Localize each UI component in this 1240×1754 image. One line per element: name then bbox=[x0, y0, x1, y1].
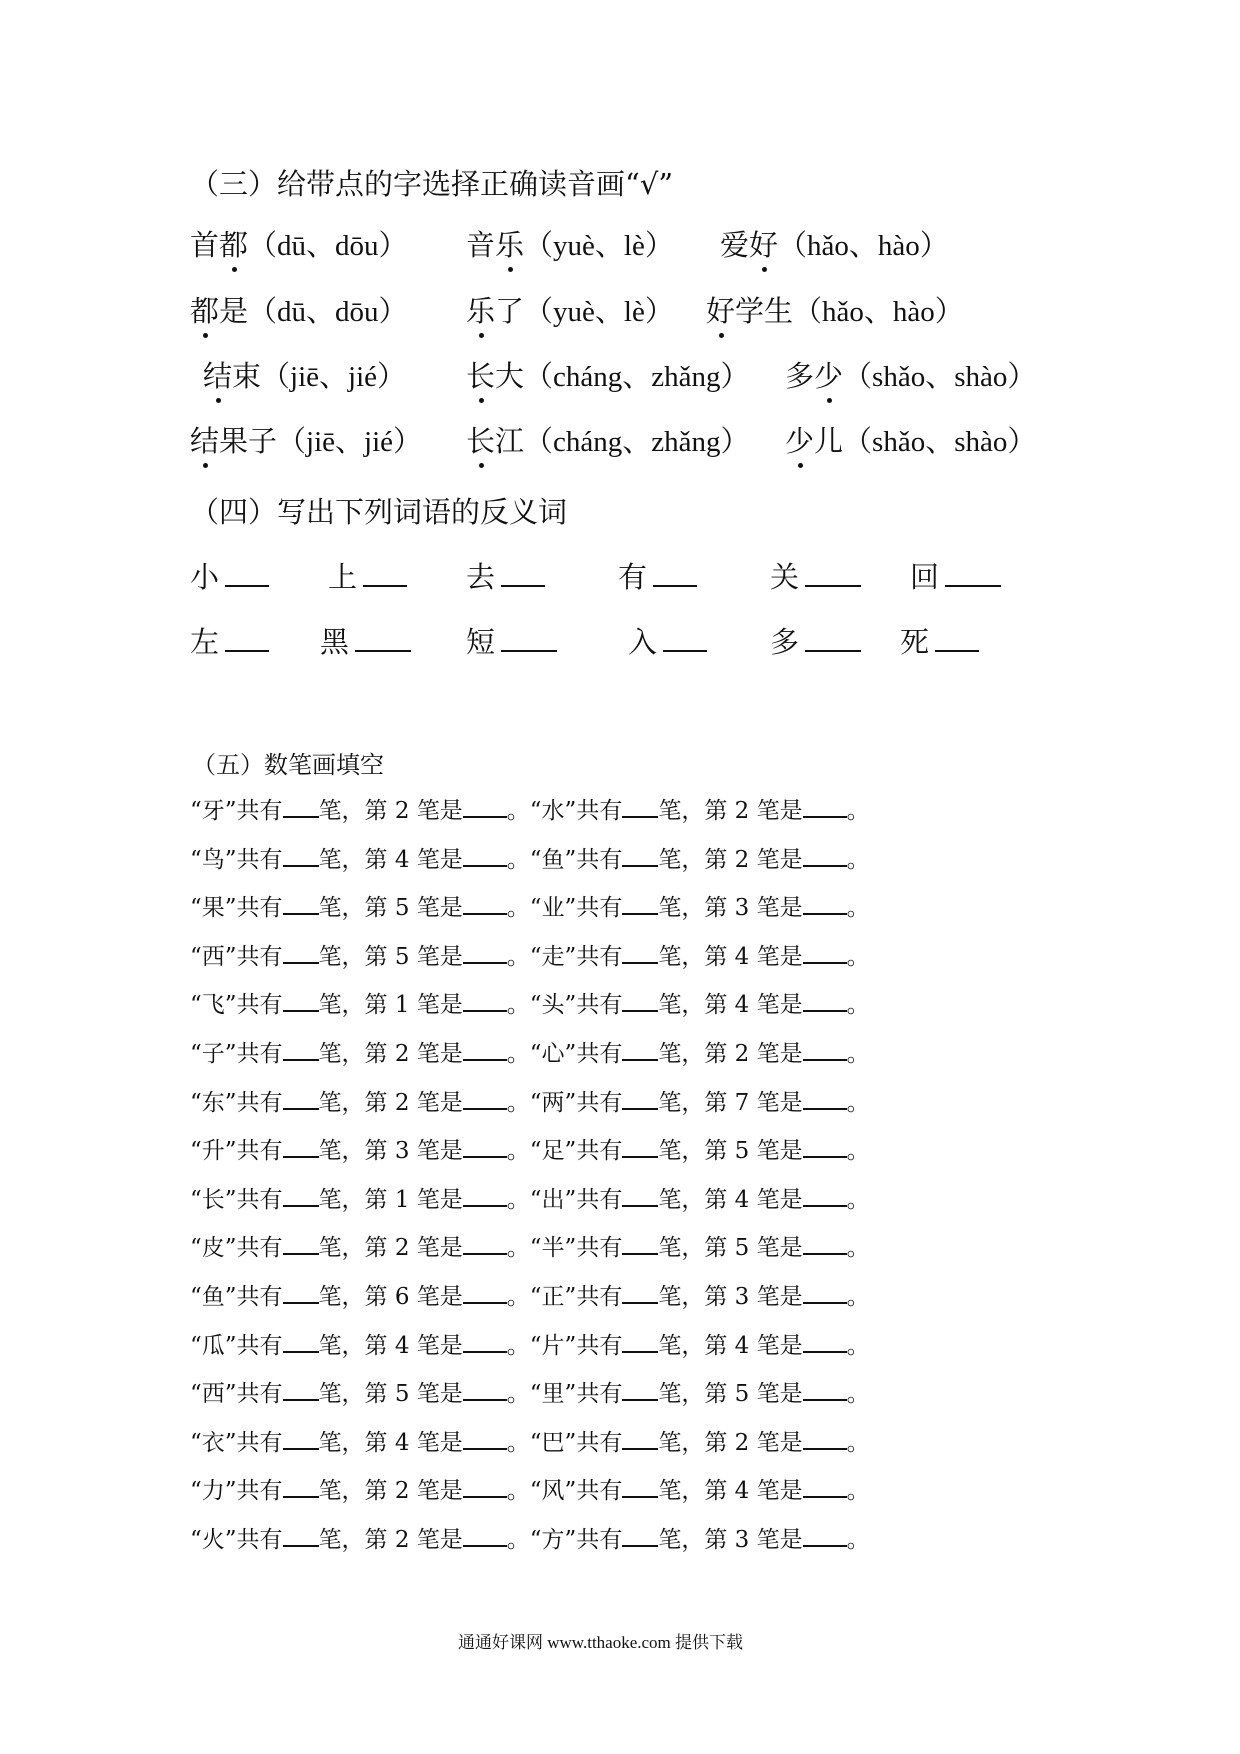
answer-blank[interactable] bbox=[803, 1348, 847, 1353]
answer-blank[interactable] bbox=[463, 1202, 507, 1207]
stroke-question-row bbox=[190, 938, 870, 971]
stroke-order-label: 第 1 笔是 bbox=[364, 1187, 463, 1213]
pinyin-options: （yuè、lè） bbox=[524, 230, 674, 262]
word-suffix: 江 bbox=[495, 424, 525, 458]
answer-blank[interactable] bbox=[355, 646, 411, 652]
stroke-unit: 笔， bbox=[658, 1478, 705, 1504]
pinyin-item bbox=[466, 354, 750, 395]
stroke-question-row bbox=[190, 1229, 870, 1262]
answer-blank[interactable] bbox=[622, 1493, 658, 1498]
stroke-unit: 笔， bbox=[318, 1041, 365, 1067]
dotted-character: 长 bbox=[466, 419, 495, 460]
sentence-end: 。 bbox=[506, 1478, 530, 1504]
sentence-end: 。 bbox=[506, 798, 530, 824]
section5-title: （五）数笔画填空 bbox=[192, 751, 384, 779]
character-label: “两”共有 bbox=[529, 1090, 623, 1116]
stroke-order-label: 第 5 笔是 bbox=[364, 944, 463, 970]
stroke-unit: 笔， bbox=[318, 1333, 365, 1359]
word-prefix: 首 bbox=[190, 228, 220, 262]
stroke-order-label: 第 5 笔是 bbox=[704, 1381, 803, 1407]
answer-blank[interactable] bbox=[622, 1445, 658, 1450]
stroke-order-label: 第 4 笔是 bbox=[704, 992, 803, 1018]
word-suffix: 束 bbox=[232, 359, 262, 393]
answer-blank[interactable] bbox=[803, 1056, 847, 1061]
stroke-unit: 笔， bbox=[658, 1090, 705, 1116]
sentence-end: 。 bbox=[506, 1041, 530, 1067]
stroke-unit: 笔， bbox=[318, 1235, 365, 1261]
sentence-end: 。 bbox=[506, 1333, 530, 1359]
answer-blank[interactable] bbox=[622, 1299, 658, 1304]
word-prefix: 音 bbox=[466, 228, 496, 262]
answer-blank[interactable] bbox=[501, 646, 557, 652]
answer-blank[interactable] bbox=[463, 959, 507, 964]
sentence-end: 。 bbox=[846, 1041, 870, 1067]
stroke-order-label: 第 2 笔是 bbox=[704, 847, 803, 873]
antonym-item bbox=[190, 555, 269, 596]
stroke-order-label: 第 3 笔是 bbox=[704, 1527, 803, 1553]
character-label: “半”共有 bbox=[529, 1235, 623, 1261]
section3-title: （三）给带点的字选择正确读音画“√” bbox=[190, 167, 674, 201]
sentence-end: 。 bbox=[506, 1527, 530, 1553]
stroke-order-label: 第 4 笔是 bbox=[704, 1478, 803, 1504]
stroke-unit: 笔， bbox=[658, 847, 705, 873]
character-label: “西”共有 bbox=[190, 944, 283, 970]
stroke-unit: 笔， bbox=[658, 895, 705, 921]
answer-blank[interactable] bbox=[622, 1202, 658, 1207]
stroke-unit: 笔， bbox=[658, 798, 705, 824]
sentence-end: 。 bbox=[506, 895, 530, 921]
stroke-question-row bbox=[190, 1521, 870, 1554]
character-label: “瓜”共有 bbox=[190, 1333, 283, 1359]
answer-blank[interactable] bbox=[622, 813, 658, 818]
section4-title: （四）写出下列词语的反义词 bbox=[190, 495, 568, 529]
character-label: “升”共有 bbox=[190, 1138, 283, 1164]
answer-blank[interactable] bbox=[803, 1542, 847, 1547]
sentence-end: 。 bbox=[846, 1478, 870, 1504]
stroke-question-row bbox=[190, 1375, 870, 1408]
sentence-end: 。 bbox=[506, 1381, 530, 1407]
dotted-character: 结 bbox=[190, 419, 219, 460]
character-label: “果”共有 bbox=[190, 895, 283, 921]
antonym-word: 去 bbox=[466, 560, 496, 594]
stroke-question-row bbox=[190, 889, 870, 922]
stroke-unit: 笔， bbox=[658, 1041, 705, 1067]
stroke-order-label: 第 4 笔是 bbox=[364, 1430, 463, 1456]
character-label: “东”共有 bbox=[190, 1090, 283, 1116]
stroke-question-row bbox=[190, 1278, 870, 1311]
pinyin-item bbox=[190, 289, 408, 330]
stroke-unit: 笔， bbox=[318, 992, 365, 1018]
answer-blank[interactable] bbox=[803, 862, 847, 867]
answer-blank[interactable] bbox=[803, 1105, 847, 1110]
sentence-end: 。 bbox=[506, 1430, 530, 1456]
answer-blank[interactable] bbox=[283, 1396, 319, 1401]
answer-blank[interactable] bbox=[463, 1445, 507, 1450]
character-label: “片”共有 bbox=[529, 1333, 623, 1359]
pinyin-item bbox=[785, 419, 1036, 460]
dotted-character: 乐 bbox=[466, 289, 495, 330]
word-suffix: 果子 bbox=[219, 424, 278, 458]
answer-blank[interactable] bbox=[463, 813, 507, 818]
sentence-end: 。 bbox=[506, 1235, 530, 1261]
stroke-question-row bbox=[190, 792, 870, 825]
stroke-unit: 笔， bbox=[658, 1235, 705, 1261]
pinyin-options: （dū、dōu） bbox=[248, 230, 408, 262]
sentence-end: 。 bbox=[846, 944, 870, 970]
stroke-question-row bbox=[190, 841, 870, 874]
sentence-end: 。 bbox=[846, 1187, 870, 1213]
stroke-unit: 笔， bbox=[318, 1138, 365, 1164]
stroke-order-label: 第 2 笔是 bbox=[364, 1478, 463, 1504]
answer-blank[interactable] bbox=[283, 1105, 319, 1110]
answer-blank[interactable] bbox=[622, 1348, 658, 1353]
character-label: “力”共有 bbox=[190, 1478, 283, 1504]
sentence-end: 。 bbox=[846, 1235, 870, 1261]
answer-blank[interactable] bbox=[283, 862, 319, 867]
sentence-end: 。 bbox=[846, 1381, 870, 1407]
stroke-unit: 笔， bbox=[658, 1527, 705, 1553]
answer-blank[interactable] bbox=[622, 959, 658, 964]
antonym-word: 关 bbox=[770, 560, 800, 594]
dotted-character: 结 bbox=[203, 354, 232, 395]
antonym-word: 入 bbox=[628, 625, 658, 659]
stroke-question-row bbox=[190, 986, 870, 1019]
dotted-character: 少 bbox=[785, 419, 814, 460]
stroke-order-label: 第 4 笔是 bbox=[704, 1333, 803, 1359]
antonym-item bbox=[466, 620, 557, 661]
answer-blank[interactable] bbox=[803, 910, 847, 915]
stroke-order-label: 第 3 笔是 bbox=[364, 1138, 463, 1164]
stroke-order-label: 第 3 笔是 bbox=[704, 1284, 803, 1310]
antonym-word: 上 bbox=[328, 560, 358, 594]
stroke-order-label: 第 2 笔是 bbox=[364, 1041, 463, 1067]
stroke-order-label: 第 4 笔是 bbox=[364, 847, 463, 873]
stroke-question-row bbox=[190, 1327, 870, 1360]
pinyin-item bbox=[785, 354, 1036, 395]
sentence-end: 。 bbox=[506, 1187, 530, 1213]
pinyin-options: （cháng、zhǎng） bbox=[524, 426, 750, 458]
dotted-character: 都 bbox=[190, 289, 219, 330]
word-prefix: 多 bbox=[785, 359, 815, 393]
sentence-end: 。 bbox=[846, 1090, 870, 1116]
sentence-end: 。 bbox=[846, 992, 870, 1018]
stroke-unit: 笔， bbox=[318, 1430, 365, 1456]
pinyin-item bbox=[190, 419, 422, 460]
character-label: “心”共有 bbox=[529, 1041, 623, 1067]
answer-blank[interactable] bbox=[463, 1007, 507, 1012]
antonym-item bbox=[190, 620, 269, 661]
character-label: “飞”共有 bbox=[190, 992, 283, 1018]
stroke-order-label: 第 4 笔是 bbox=[704, 1187, 803, 1213]
stroke-question-row bbox=[190, 1132, 870, 1165]
stroke-unit: 笔， bbox=[318, 944, 365, 970]
stroke-unit: 笔， bbox=[318, 1527, 365, 1553]
antonym-word: 多 bbox=[770, 625, 800, 659]
answer-blank[interactable] bbox=[803, 1202, 847, 1207]
answer-blank[interactable] bbox=[463, 1250, 507, 1255]
sentence-end: 。 bbox=[506, 992, 530, 1018]
answer-blank[interactable] bbox=[225, 581, 269, 587]
answer-blank[interactable] bbox=[283, 1007, 319, 1012]
sentence-end: 。 bbox=[846, 847, 870, 873]
antonym-item bbox=[618, 555, 697, 596]
answer-blank[interactable] bbox=[283, 1445, 319, 1450]
stroke-unit: 笔， bbox=[318, 895, 365, 921]
pinyin-item bbox=[706, 289, 964, 330]
stroke-unit: 笔， bbox=[658, 1333, 705, 1359]
answer-blank[interactable] bbox=[803, 1250, 847, 1255]
antonym-word: 回 bbox=[910, 560, 940, 594]
antonym-item bbox=[628, 620, 707, 661]
character-label: “火”共有 bbox=[190, 1527, 283, 1553]
stroke-question-row bbox=[190, 1424, 870, 1457]
character-label: “正”共有 bbox=[529, 1284, 623, 1310]
page-footer: 通通好课网 www.tthaoke.com 提供下载 bbox=[458, 1633, 744, 1652]
answer-blank[interactable] bbox=[622, 1250, 658, 1255]
stroke-unit: 笔， bbox=[658, 1284, 705, 1310]
word-suffix: 学生 bbox=[735, 294, 794, 328]
stroke-order-label: 第 5 笔是 bbox=[704, 1138, 803, 1164]
answer-blank[interactable] bbox=[463, 910, 507, 915]
character-label: “子”共有 bbox=[190, 1041, 283, 1067]
character-label: “长”共有 bbox=[190, 1187, 283, 1213]
stroke-unit: 笔， bbox=[318, 1478, 365, 1504]
answer-blank[interactable] bbox=[622, 1007, 658, 1012]
sentence-end: 。 bbox=[846, 1138, 870, 1164]
answer-blank[interactable] bbox=[463, 1542, 507, 1547]
character-label: “走”共有 bbox=[529, 944, 623, 970]
sentence-end: 。 bbox=[506, 847, 530, 873]
pinyin-options: （hǎo、hào） bbox=[793, 296, 964, 328]
answer-blank[interactable] bbox=[803, 1153, 847, 1158]
answer-blank[interactable] bbox=[283, 813, 319, 818]
pinyin-options: （jiē、jié） bbox=[277, 426, 423, 458]
antonym-item bbox=[328, 555, 407, 596]
answer-blank[interactable] bbox=[803, 1445, 847, 1450]
dotted-character: 乐 bbox=[495, 223, 524, 264]
character-label: “牙”共有 bbox=[190, 798, 283, 824]
answer-blank[interactable] bbox=[805, 581, 861, 587]
stroke-unit: 笔， bbox=[318, 847, 365, 873]
character-label: “足”共有 bbox=[529, 1138, 623, 1164]
answer-blank[interactable] bbox=[283, 1348, 319, 1353]
stroke-order-label: 第 5 笔是 bbox=[704, 1235, 803, 1261]
answer-blank[interactable] bbox=[622, 1056, 658, 1061]
stroke-order-label: 第 2 笔是 bbox=[704, 1041, 803, 1067]
answer-blank[interactable] bbox=[622, 1153, 658, 1158]
antonym-item bbox=[900, 620, 979, 661]
pinyin-options: （dū、dōu） bbox=[248, 296, 408, 328]
answer-blank[interactable] bbox=[935, 646, 979, 652]
word-suffix: 是 bbox=[219, 294, 249, 328]
stroke-unit: 笔， bbox=[658, 1381, 705, 1407]
answer-blank[interactable] bbox=[805, 646, 861, 652]
sentence-end: 。 bbox=[506, 1284, 530, 1310]
antonym-item bbox=[910, 555, 1001, 596]
character-label: “巴”共有 bbox=[529, 1430, 623, 1456]
answer-blank[interactable] bbox=[622, 1396, 658, 1401]
stroke-order-label: 第 5 笔是 bbox=[364, 1381, 463, 1407]
stroke-question-row bbox=[190, 1181, 870, 1214]
character-label: “鸟”共有 bbox=[190, 847, 283, 873]
stroke-unit: 笔， bbox=[658, 944, 705, 970]
answer-blank[interactable] bbox=[463, 1396, 507, 1401]
pinyin-options: （jiē、jié） bbox=[261, 361, 407, 393]
word-suffix: 儿 bbox=[814, 424, 844, 458]
answer-blank[interactable] bbox=[622, 910, 658, 915]
stroke-unit: 笔， bbox=[318, 1381, 365, 1407]
answer-blank[interactable] bbox=[283, 1250, 319, 1255]
answer-blank[interactable] bbox=[463, 1056, 507, 1061]
pinyin-item bbox=[203, 354, 406, 395]
stroke-unit: 笔， bbox=[658, 1187, 705, 1213]
character-label: “风”共有 bbox=[529, 1478, 623, 1504]
stroke-question-row bbox=[190, 1084, 870, 1117]
answer-blank[interactable] bbox=[283, 1202, 319, 1207]
answer-blank[interactable] bbox=[283, 1056, 319, 1061]
stroke-order-label: 第 2 笔是 bbox=[364, 1235, 463, 1261]
stroke-question-row bbox=[190, 1035, 870, 1068]
stroke-order-label: 第 2 笔是 bbox=[364, 1527, 463, 1553]
stroke-order-label: 第 3 笔是 bbox=[704, 895, 803, 921]
character-label: “里”共有 bbox=[529, 1381, 623, 1407]
sentence-end: 。 bbox=[506, 1090, 530, 1116]
stroke-order-label: 第 7 笔是 bbox=[704, 1090, 803, 1116]
antonym-word: 左 bbox=[190, 625, 220, 659]
stroke-order-label: 第 6 笔是 bbox=[364, 1284, 463, 1310]
answer-blank[interactable] bbox=[622, 862, 658, 867]
answer-blank[interactable] bbox=[283, 910, 319, 915]
antonym-word: 黑 bbox=[320, 625, 350, 659]
character-label: “头”共有 bbox=[529, 992, 623, 1018]
antonym-item bbox=[466, 555, 545, 596]
pinyin-options: （hǎo、hào） bbox=[778, 230, 949, 262]
stroke-unit: 笔， bbox=[658, 992, 705, 1018]
character-label: “衣”共有 bbox=[190, 1430, 283, 1456]
antonym-item bbox=[320, 620, 411, 661]
sentence-end: 。 bbox=[846, 798, 870, 824]
sentence-end: 。 bbox=[506, 1138, 530, 1164]
answer-blank[interactable] bbox=[283, 1493, 319, 1498]
stroke-unit: 笔， bbox=[318, 798, 365, 824]
sentence-end: 。 bbox=[846, 1430, 870, 1456]
antonym-item bbox=[770, 620, 861, 661]
answer-blank[interactable] bbox=[803, 1493, 847, 1498]
pinyin-item bbox=[466, 223, 674, 264]
stroke-order-label: 第 2 笔是 bbox=[364, 1090, 463, 1116]
antonym-word: 死 bbox=[900, 625, 930, 659]
answer-blank[interactable] bbox=[622, 1105, 658, 1110]
stroke-unit: 笔， bbox=[658, 1430, 705, 1456]
dotted-character: 长 bbox=[466, 354, 495, 395]
character-label: “业”共有 bbox=[529, 895, 623, 921]
pinyin-item bbox=[720, 223, 949, 264]
pinyin-options: （cháng、zhǎng） bbox=[524, 361, 750, 393]
answer-blank[interactable] bbox=[803, 1299, 847, 1304]
character-label: “出”共有 bbox=[529, 1187, 623, 1213]
answer-blank[interactable] bbox=[463, 1105, 507, 1110]
answer-blank[interactable] bbox=[622, 1542, 658, 1547]
dotted-character: 好 bbox=[749, 223, 778, 264]
stroke-unit: 笔， bbox=[658, 1138, 705, 1164]
answer-blank[interactable] bbox=[663, 646, 707, 652]
stroke-unit: 笔， bbox=[318, 1284, 365, 1310]
answer-blank[interactable] bbox=[283, 1542, 319, 1547]
antonym-item bbox=[770, 555, 861, 596]
sentence-end: 。 bbox=[846, 1333, 870, 1359]
stroke-unit: 笔， bbox=[318, 1187, 365, 1213]
answer-blank[interactable] bbox=[803, 813, 847, 818]
character-label: “鱼”共有 bbox=[529, 847, 623, 873]
pinyin-options: （shǎo、shào） bbox=[843, 361, 1037, 393]
sentence-end: 。 bbox=[846, 895, 870, 921]
answer-blank[interactable] bbox=[463, 862, 507, 867]
stroke-order-label: 第 4 笔是 bbox=[364, 1333, 463, 1359]
pinyin-item bbox=[190, 223, 408, 264]
answer-blank[interactable] bbox=[803, 959, 847, 964]
answer-blank[interactable] bbox=[225, 646, 269, 652]
stroke-order-label: 第 2 笔是 bbox=[704, 798, 803, 824]
character-label: “方”共有 bbox=[529, 1527, 623, 1553]
answer-blank[interactable] bbox=[501, 581, 545, 587]
stroke-order-label: 第 2 笔是 bbox=[364, 798, 463, 824]
pinyin-options: （yuè、lè） bbox=[524, 296, 674, 328]
character-label: “皮”共有 bbox=[190, 1235, 283, 1261]
answer-blank[interactable] bbox=[283, 959, 319, 964]
pinyin-item bbox=[466, 289, 674, 330]
dotted-character: 少 bbox=[814, 354, 843, 395]
stroke-order-label: 第 1 笔是 bbox=[364, 992, 463, 1018]
character-label: “西”共有 bbox=[190, 1381, 283, 1407]
character-label: “水”共有 bbox=[529, 798, 623, 824]
sentence-end: 。 bbox=[506, 944, 530, 970]
character-label: “鱼”共有 bbox=[190, 1284, 283, 1310]
antonym-word: 短 bbox=[466, 625, 496, 659]
sentence-end: 。 bbox=[846, 1527, 870, 1553]
word-prefix: 爱 bbox=[720, 228, 750, 262]
answer-blank[interactable] bbox=[463, 1299, 507, 1304]
answer-blank[interactable] bbox=[283, 1299, 319, 1304]
stroke-order-label: 第 5 笔是 bbox=[364, 895, 463, 921]
dotted-character: 好 bbox=[706, 289, 735, 330]
stroke-question-row bbox=[190, 1472, 870, 1505]
antonym-word: 有 bbox=[618, 560, 648, 594]
pinyin-options: （shǎo、shào） bbox=[843, 426, 1037, 458]
word-suffix: 大 bbox=[495, 359, 525, 393]
answer-blank[interactable] bbox=[803, 1007, 847, 1012]
answer-blank[interactable] bbox=[945, 581, 1001, 587]
answer-blank[interactable] bbox=[283, 1153, 319, 1158]
answer-blank[interactable] bbox=[463, 1493, 507, 1498]
answer-blank[interactable] bbox=[463, 1348, 507, 1353]
answer-blank[interactable] bbox=[363, 581, 407, 587]
stroke-order-label: 第 4 笔是 bbox=[704, 944, 803, 970]
antonym-word: 小 bbox=[190, 560, 220, 594]
word-suffix: 了 bbox=[495, 294, 525, 328]
dotted-character: 都 bbox=[219, 223, 248, 264]
answer-blank[interactable] bbox=[803, 1396, 847, 1401]
answer-blank[interactable] bbox=[653, 581, 697, 587]
stroke-unit: 笔， bbox=[318, 1090, 365, 1116]
pinyin-item bbox=[466, 419, 750, 460]
sentence-end: 。 bbox=[846, 1284, 870, 1310]
answer-blank[interactable] bbox=[463, 1153, 507, 1158]
stroke-order-label: 第 2 笔是 bbox=[704, 1430, 803, 1456]
